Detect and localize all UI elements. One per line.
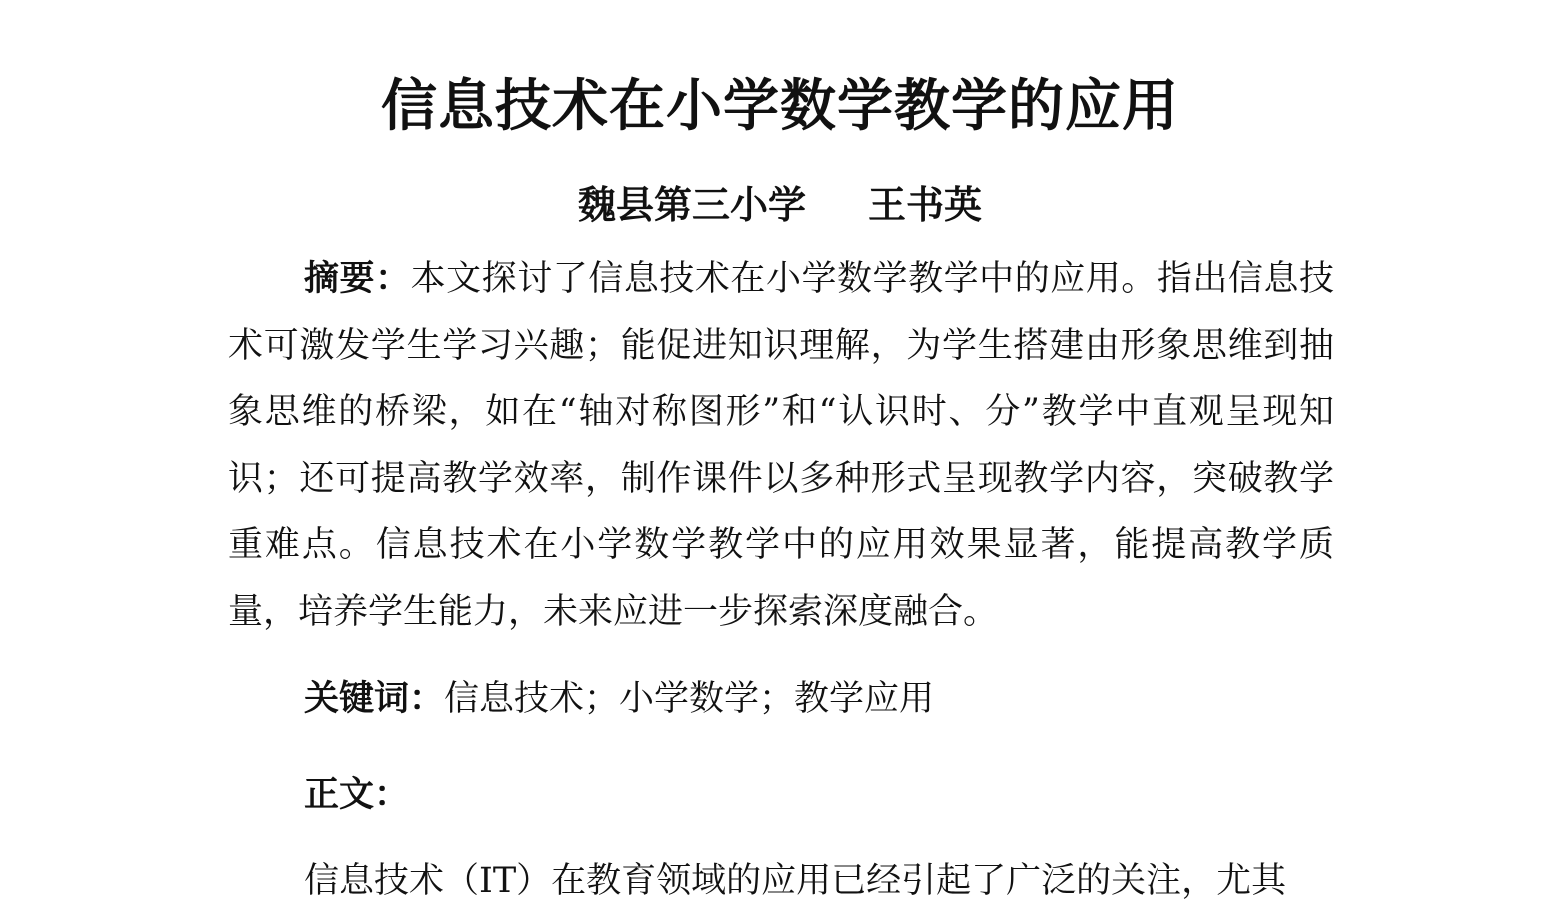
- keywords-text: 信息技术；小学数学；教学应用: [444, 679, 935, 719]
- keywords-label: 关键词：: [304, 678, 445, 719]
- author-line: [0, 180, 1560, 230]
- body-first-line: 信息技术（IT）在教育领域的应用已经引起了广泛的关注，尤其: [304, 861, 1287, 901]
- document-title: 信息技术在小学数学教学的应用: [381, 73, 1179, 139]
- body-heading: 正文：: [304, 774, 410, 815]
- author-name: 王书英: [868, 182, 983, 227]
- abstract-text: 本文探讨了信息技术在小学数学教学中的应用。指出信息技术可激发学生学习兴趣；能促进知识理解，为学生搭建由形象思维到抽象思维的桥梁，如在“轴对称图形”和“认识时、分”教学中直观呈现知识；还可提高教学效率，制作课件以多种形式呈现教学内容，突破教学重难点。信息技术在小学数学教学中的应用效果显著，能提高教学质量，培养学生能力，未来应进一步探索深度融合。: [228, 259, 1334, 632]
- abstract-label: 摘要：: [304, 258, 411, 299]
- keywords-line: [304, 666, 934, 732]
- school-name: 魏县第三小学: [577, 182, 806, 227]
- abstract-paragraph: [228, 246, 1334, 646]
